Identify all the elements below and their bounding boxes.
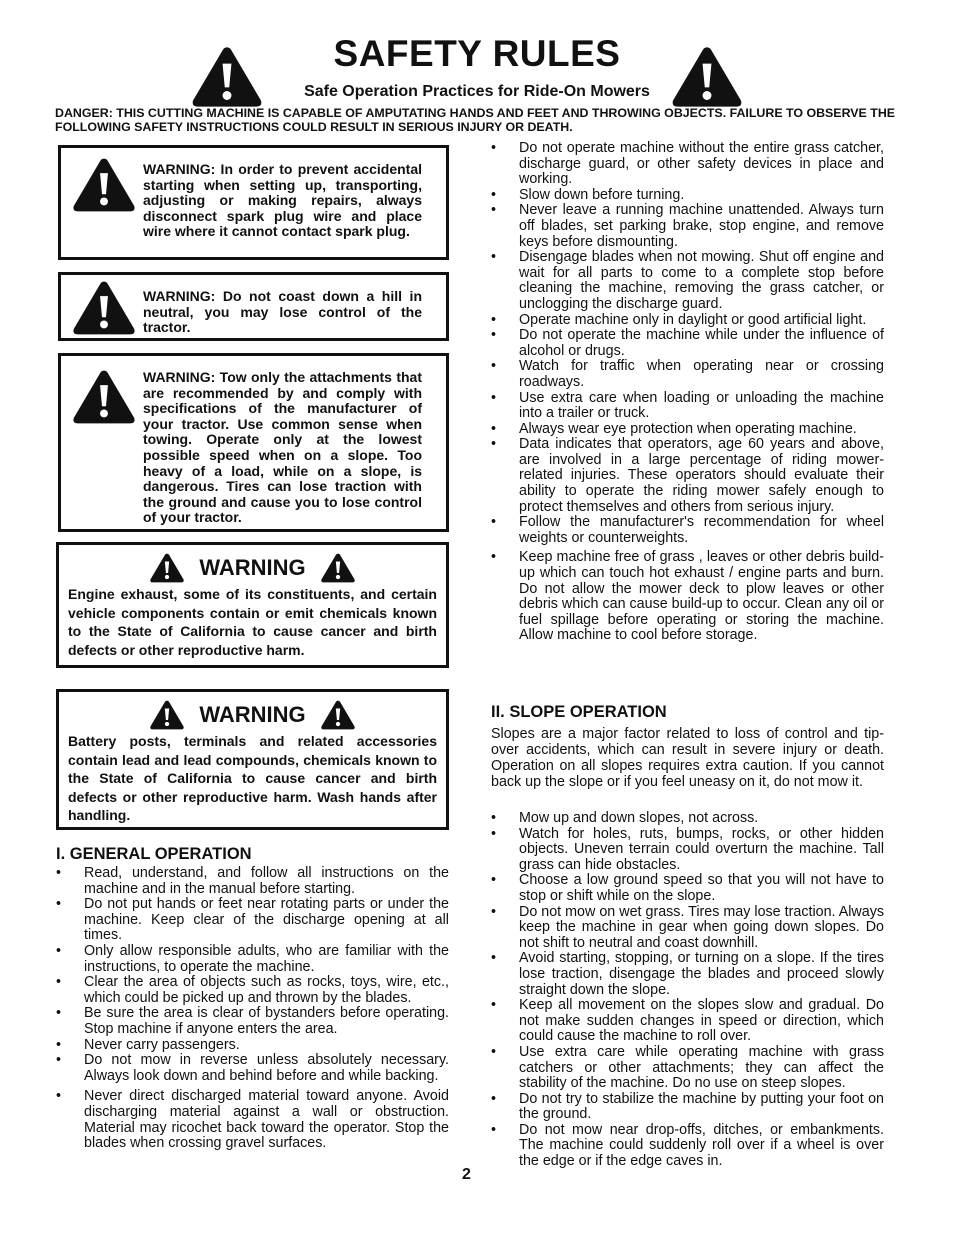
list-item: • Do not mow in reverse unless absolutely necessary. Always look down and behind before and while backing.	[56, 1053, 449, 1084]
list-item: • Be sure the area is clear of bystanders before operating. Stop machine if anyone enters the area.	[56, 1006, 449, 1037]
warning-text: WARNING: In order to prevent accidental starting when setting up, transporting, adjusting or making repairs, always disconnect spark plug wire and place wire where it cannot contact spark plug.	[143, 161, 422, 240]
exclamation-triangle-icon	[71, 156, 137, 214]
california-warning-text: Battery posts, terminals and related accessories contain lead and lead compounds, chemicals known to the State of California to cause cancer and birth defects or other reproductive harm. Wash hands after handling.	[68, 733, 437, 824]
list-item: • Do not put hands or feet near rotating parts or under the machine. Keep clear of the discharge opening at all times.	[56, 897, 449, 944]
list-item: • Clear the area of objects such as rocks, toys, wire, etc., which could be picked up and thrown by the blades.	[56, 975, 449, 1006]
warning-heading: WARNING	[199, 702, 306, 727]
general-operation-list	[56, 866, 449, 1152]
warning-heading: WARNING	[199, 555, 306, 580]
list-item: • Watch for holes, ruts, bumps, rocks, or other hidden objects. Uneven terrain could overturn the machine. Tall grass can hide obstacles.	[491, 827, 884, 874]
list-item: • Data indicates that operators, age 60 years and above, are involved in a large percentage of riding mower-related injuries. These operators should evaluate their ability to operate the riding mower safely enough to protect themselves and others from serious injury.	[491, 437, 884, 515]
list-item: • Never leave a running machine unattended. Always turn off blades, set parking brake, stop engine, and remove keys before dismounting.	[491, 203, 884, 250]
slope-operation-list	[491, 811, 884, 1170]
list-item: • Read, understand, and follow all instructions on the machine and in the manual before starting.	[56, 866, 449, 897]
section-heading-general: I. GENERAL OPERATION	[56, 845, 252, 863]
california-warning-exhaust	[56, 542, 449, 668]
warning-box-tow	[58, 353, 449, 532]
list-item: • Do not mow on wet grass. Tires may lose traction. Always keep the machine in gear when going down slopes. Do not shift to neutral and coast downhill.	[491, 905, 884, 952]
list-item: • Never direct discharged material toward anyone. Avoid discharging material against a wall or obstruction. Material may ricochet back toward the operator. Stop the blades when crossing gravel surfaces.	[56, 1089, 449, 1151]
section-heading-slope: II. SLOPE OPERATION	[491, 703, 667, 721]
list-item: • Follow the manufacturer's recommendation for wheel weights or counterweights.	[491, 515, 884, 546]
list-item: • Choose a low ground speed so that you will not have to stop or shift while on the slope.	[491, 873, 884, 904]
list-item: • Watch for traffic when operating near or crossing roadways.	[491, 359, 884, 390]
list-item: • Always wear eye protection when operating machine.	[491, 422, 884, 438]
list-item: • Mow up and down slopes, not across.	[491, 811, 884, 827]
list-item: • Use extra care when loading or unloading the machine into a trailer or truck.	[491, 391, 884, 422]
warning-text: WARNING: Do not coast down a hill in neutral, you may lose control of the tractor.	[143, 288, 422, 336]
exclamation-triangle-icon	[71, 368, 137, 426]
list-item: • Only allow responsible adults, who are familiar with the instructions, to operate the machine.	[56, 944, 449, 975]
list-item: • Do not mow near drop-offs, ditches, or embankments. The machine could suddenly roll over if a wheel is over the edge or if the edge caves in.	[491, 1123, 884, 1170]
page-number: 2	[462, 1166, 471, 1183]
exclamation-triangle-icon	[320, 699, 356, 731]
list-item: • Never carry passengers.	[56, 1038, 449, 1054]
list-item: • Use extra care while operating machine with grass catchers or other attachments; they can affect the stability of the machine. Do no use on steep slopes.	[491, 1045, 884, 1092]
exclamation-triangle-icon	[149, 552, 185, 584]
list-item: • Slow down before turning.	[491, 188, 884, 204]
warning-box-coast	[58, 272, 449, 341]
warning-box-spark-plug	[58, 145, 449, 260]
list-item: • Avoid starting, stopping, or turning on a slope. If the tires lose traction, disengage the blades and proceed slowly straight down the slope.	[491, 951, 884, 998]
california-warning-text: Engine exhaust, some of its constituents, and certain vehicle components contain or emit chemicals known to the State of California to cause cancer and birth defects or other reproductive harm.	[68, 586, 437, 658]
list-item: • Do not operate machine without the entire grass catcher, discharge guard, or other safety devices in place and working.	[491, 141, 884, 188]
page-title: SAFETY RULES	[333, 33, 621, 74]
danger-statement: DANGER: THIS CUTTING MACHINE IS CAPABLE OF AMPUTATING HANDS AND FEET AND THROWING OBJECTS. FAILURE TO OBSERVE THE FOLLOWING SAFETY INSTRUCTIONS COULD RESULT IN SERIOUS INJURY OR DEATH.	[55, 106, 896, 134]
warning-text: WARNING: Tow only the attachments that are recommended by and comply with specifications of the manufacturer of your tractor. Use common sense when towing. Operate only at the lowest possible speed when on a slope. Too heavy of a load, while on a slope, is dangerous. Tires can lose traction with the ground and cause you to lose control of your tractor.	[143, 369, 422, 526]
page-subtitle: Safe Operation Practices for Ride-On Mowers	[304, 83, 650, 100]
list-item: • Do not try to stabilize the machine by putting your foot on the ground.	[491, 1092, 884, 1123]
exclamation-triangle-icon	[149, 699, 185, 731]
list-item: • Disengage blades when not mowing. Shut off engine and wait for all parts to come to a complete stop before cleaning the machine, removing the grass catcher, or unclogging the discharge guard.	[491, 250, 884, 312]
california-warning-battery	[56, 689, 449, 830]
list-item: • Keep machine free of grass , leaves or other debris build-up which can touch hot exhaust / engine parts and burn. Do not allow the mower deck to plow leaves or other debris which can cause build-up to occur. Clean any oil or fuel spillage before operating or storing the machine. Allow machine to cool before storage.	[491, 550, 884, 644]
list-item: • Do not operate the machine while under the influence of alcohol or drugs.	[491, 328, 884, 359]
exclamation-triangle-icon	[320, 552, 356, 584]
list-item: • Operate machine only in daylight or good artificial light.	[491, 313, 884, 329]
list-item: • Keep all movement on the slopes slow and gradual. Do not make sudden changes in speed or direction, which could cause the machine to roll over.	[491, 998, 884, 1045]
general-operation-list-continued	[491, 141, 884, 644]
slope-intro: Slopes are a major factor related to loss of control and tip-over accidents, which can result in severe injury or death. Operation on all slopes requires extra caution. If you cannot back up the slope or if you feel uneasy on it, do not mow it.	[491, 726, 884, 790]
exclamation-triangle-icon	[71, 279, 137, 337]
